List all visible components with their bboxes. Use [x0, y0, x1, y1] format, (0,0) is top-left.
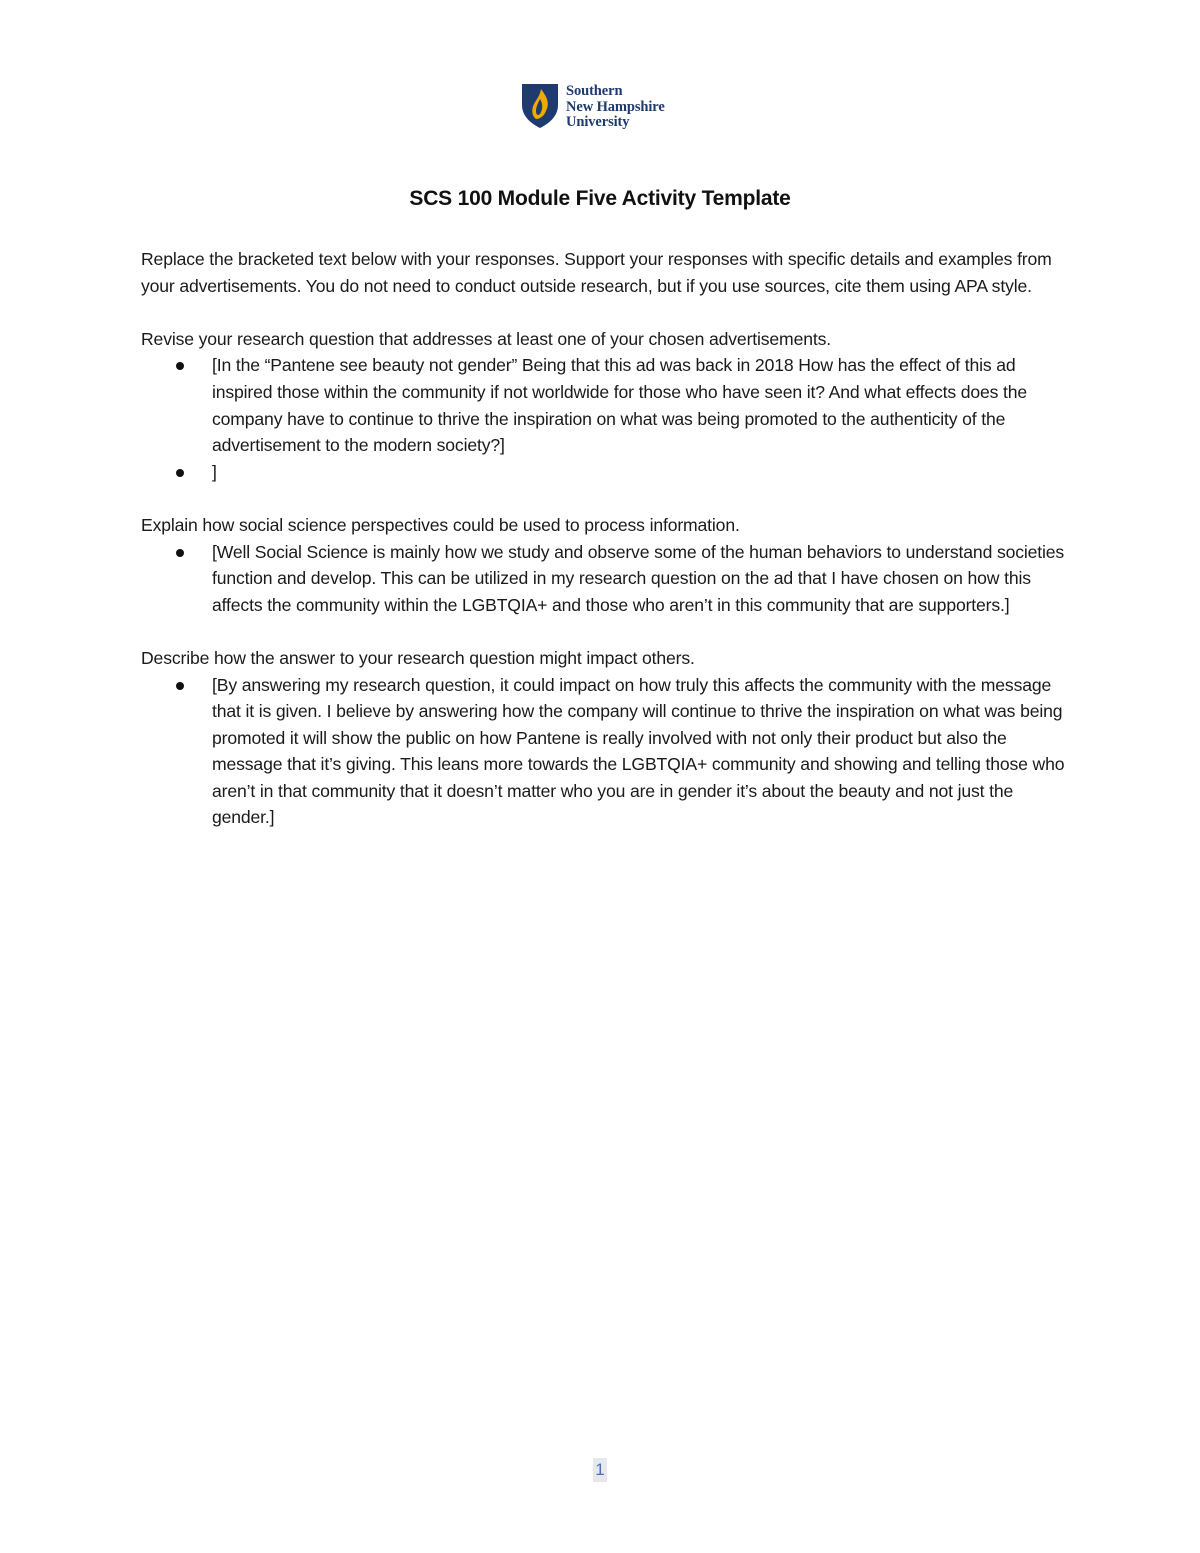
section-3-prompt: Describe how the answer to your research question might impact others. [141, 647, 695, 668]
logo-line-2: New Hampshire [566, 98, 665, 115]
list-item [141, 459, 1066, 486]
list-item [141, 352, 1066, 458]
logo-line-3: University [566, 114, 630, 130]
section-3-response-1: [By answering my research question, it could impact on how truly this affects the community with the message that it is given. I believe by answering how the company will continue to thrive the inspiration on what was being promoted it will show the public on how Pantene is really involved with not only their product but also the message that it’s giving. This leans more towards the LGBTQIA+ community and showing and telling those who aren’t in that community that it doesn’t matter who you are in gender it’s about the beauty and not just the gender.] [212, 674, 1065, 828]
shield-flame-icon [521, 83, 559, 129]
bullet-icon [176, 682, 184, 690]
document-title: SCS 100 Module Five Activity Template [409, 187, 791, 210]
section-1-prompt: Revise your research question that addresses at least one of your chosen advertisements. [141, 328, 831, 349]
section-2-prompt: Explain how social science perspectives could be used to process information. [141, 514, 740, 535]
bullet-icon [176, 362, 184, 370]
section-1-response-1: [In the “Pantene see beauty not gender” Being that this ad was back in 2018 How has the effect of this ad inspired those within the community if not worldwide for those who have seen it? And what effects does the company have to continue to thrive the inspiration on what was being promoted to the authenticity of the advertisement to the modern society?] [212, 355, 1028, 456]
section-2-bullets [141, 539, 1066, 619]
section-2-response-1: [Well Social Science is mainly how we study and observe some of the human behaviors to understand societies function and develop. This can be utilized in my research question on the ad that I have chosen on how this affects the community within the LGBTQIA+ and those who aren’t in this community that are supporters.] [212, 541, 1065, 615]
section-1-bullets [141, 352, 1066, 485]
document-body [141, 246, 1066, 831]
bullet-icon [176, 549, 184, 557]
logo-line-1: Southern [566, 83, 623, 99]
page-number: 1 [593, 1458, 607, 1482]
bullet-icon [176, 469, 184, 477]
section-3-bullets [141, 672, 1066, 832]
list-item [141, 539, 1066, 619]
logo-wordmark [566, 84, 665, 131]
intro-paragraph: Replace the bracketed text below with your responses. Support your responses with specific details and examples from your advertisements. You do not need to conduct outside research, but if you use sources, cite them using APA style. [141, 249, 1052, 296]
list-item [141, 672, 1066, 832]
university-logo [521, 83, 665, 131]
section-1-response-2: ] [212, 461, 217, 482]
